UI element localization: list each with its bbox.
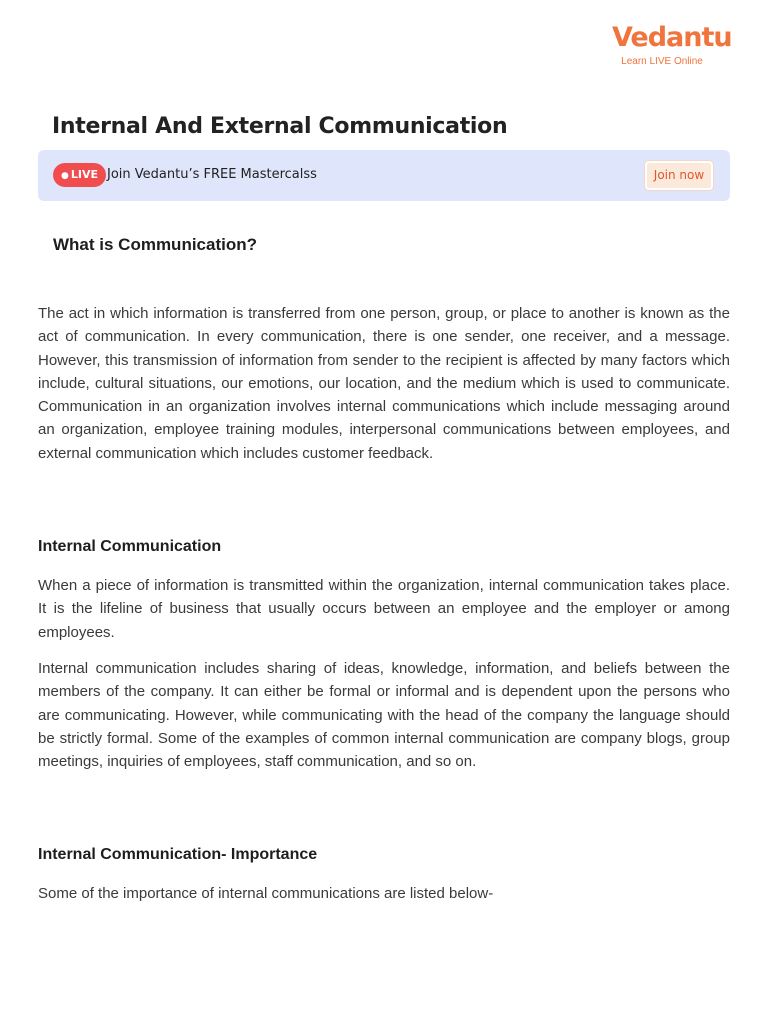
- live-badge: [53, 163, 106, 187]
- vedantu-logo: [612, 22, 732, 68]
- page-title: Internal And External Communication: [52, 114, 508, 139]
- paragraph-what-is-communication: The act in which information is transferred from one person, group, or place to another is known as the act of communication. In every communication, there is one sender, one receiver, and a message. However, this transmission of information from sender to the recipient is affected by many factors which include, cultural situations, our emotions, our location, and the medium which is used to communicate. Communication in an organization involves internal communications which include messaging around an organization, employee training modules, interpersonal communications between employees, and external communication which includes customer feedback.: [38, 305, 730, 462]
- banner-text: Join Vedantu’s FREE Mastercalss: [107, 167, 317, 182]
- heading-internal-communication: Internal Communication: [38, 538, 222, 555]
- heading-internal-communication-importance: Internal Communication- Importance: [38, 846, 318, 863]
- heading-what-is-communication: What is Communication?: [53, 235, 257, 254]
- live-badge-label: LIVE: [70, 168, 98, 181]
- paragraph-internal-communication-1: When a piece of information is transmitted within the organization, internal communication takes place. It is the lifeline of business that usually occurs between an employee and the employer or among employees.: [38, 577, 730, 641]
- join-now-button[interactable]: Join now: [645, 161, 713, 190]
- masterclass-banner[interactable]: [38, 150, 730, 201]
- logo-tagline: Learn LIVE Online: [621, 56, 703, 67]
- paragraph-internal-communication-2: Internal communication includes sharing of ideas, knowledge, information, and beliefs between the members of the company. It can either be formal or informal and is dependent upon the persons who are communicating. However, while communicating with the head of the company the language should be strictly formal. Some of the examples of common internal communication are company blogs, group meetings, inquiries of employees, staff communication, and so on.: [38, 660, 730, 771]
- paragraph-importance-intro: Some of the importance of internal communications are listed below-: [38, 885, 494, 902]
- logo-wordmark: Vedantu: [612, 22, 732, 53]
- live-dot-icon: ●: [61, 171, 69, 181]
